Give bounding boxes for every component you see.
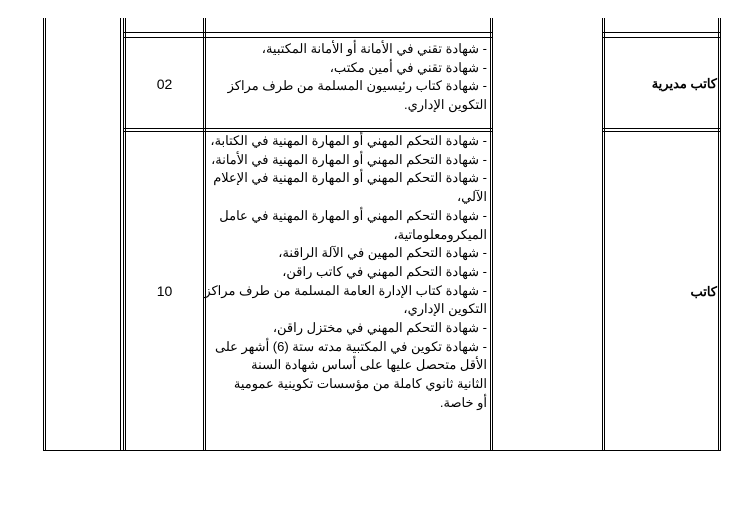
- row-divider: [123, 131, 205, 132]
- row-divider: [123, 32, 205, 33]
- row-divider: [203, 128, 492, 129]
- requirement-line: - شهادة التحكم المهني في مختزل راقن،: [272, 320, 487, 336]
- row-divider: [123, 128, 205, 129]
- row-requirements: [207, 40, 487, 115]
- row-divider: [602, 131, 721, 132]
- column-divider: [120, 18, 121, 451]
- table-border-right: [43, 18, 46, 451]
- column-divider: [490, 18, 493, 451]
- row-title: كاتب: [690, 284, 717, 299]
- row-divider: [203, 37, 492, 38]
- requirement-line: - شهادة التحكم المهني أو المهارة المهنية في عامل: [219, 207, 487, 223]
- row-divider: [602, 37, 721, 38]
- row-divider: [602, 128, 721, 129]
- requirement-line: - شهادة تقني في أمين مكتب،: [329, 59, 487, 75]
- requirement-line: - شهادة التحكم المهين في الآلة الراقنة،: [278, 245, 487, 261]
- requirement-line: - شهادة تكوين في المكتبية مدته ستة (6) أشهر على: [215, 338, 487, 354]
- requirements-table: [43, 18, 721, 451]
- requirement-line: الآلي،: [456, 189, 487, 205]
- row-divider: [203, 32, 492, 33]
- column-divider: [203, 18, 206, 451]
- table-border-left: [718, 18, 721, 451]
- requirement-line: التكوين الإداري،: [403, 301, 487, 317]
- requirement-line: - شهادة التحكم المهني أو المهارة المهنية في الأمانة،: [211, 151, 487, 167]
- row-divider: [602, 32, 721, 33]
- requirement-line: - شهادة التحكم المهني أو المهارة المهنية في الكتابة،: [210, 133, 487, 148]
- row-count: 02: [156, 76, 173, 92]
- requirement-line: الأقل متحصل عليها على أساس شهادة السنة: [251, 357, 487, 373]
- requirement-line: - شهادة التحكم المهني أو المهارة المهنية في الإعلام: [213, 170, 487, 186]
- requirement-line: أو خاصة.: [439, 394, 487, 410]
- row-requirements: [204, 132, 487, 413]
- requirement-line: التكوين الإداري.: [403, 97, 487, 113]
- requirement-line: الثانية ثانوي كاملة من مؤسسات تكوينية عمومية: [233, 376, 487, 392]
- requirement-line: الميكرومعلوماتية،: [393, 226, 487, 242]
- requirement-line: - شهادة كتاب رئيسيون المسلمة من طرف مراكز: [227, 78, 487, 94]
- requirement-line: - شهادة كتاب الإدارة العامة المسلمة من طرف مراكز: [204, 282, 487, 298]
- table-bottom-border: [43, 450, 721, 451]
- requirement-line: - شهادة تقني في الأمانة أو الأمانة المكتبية،: [261, 41, 487, 56]
- row-divider: [123, 37, 205, 38]
- row-count: 10: [156, 283, 173, 299]
- row-title: كاتب مديرية: [651, 76, 717, 91]
- requirement-line: - شهادة التحكم المهني في كاتب راقن،: [282, 263, 487, 279]
